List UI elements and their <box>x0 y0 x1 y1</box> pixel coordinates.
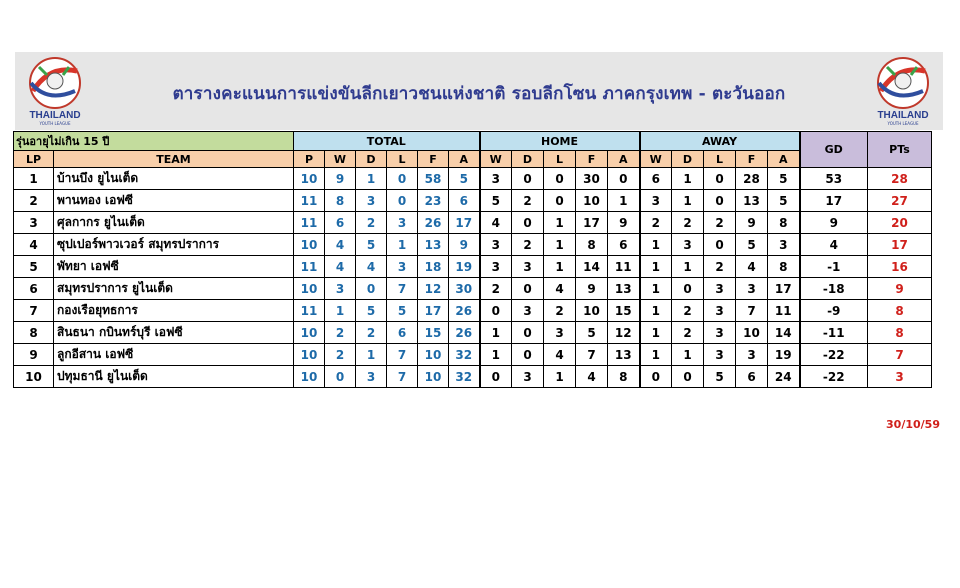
logo-subtext: YOUTH LEAGUE <box>887 121 919 126</box>
team-name-cell: บ้านบึง ยูไนเต็ด <box>54 168 294 190</box>
logo-subtext: YOUTH LEAGUE <box>39 121 71 126</box>
total-stat-cell: 15 <box>418 322 449 344</box>
total-stat-cell: 1 <box>387 234 418 256</box>
home-stat-cell: 1 <box>544 234 576 256</box>
total-stat-cell: 10 <box>294 344 325 366</box>
away-stat-cell: 17 <box>768 278 800 300</box>
total-stat-cell: 9 <box>449 234 480 256</box>
goal-difference-cell: -11 <box>800 322 868 344</box>
total-w-header: W <box>325 151 356 168</box>
home-stat-cell: 1 <box>608 190 640 212</box>
standings-table <box>13 131 932 388</box>
total-stat-cell: 7 <box>387 344 418 366</box>
home-stat-cell: 0 <box>480 366 512 388</box>
soccer-ball-icon <box>19 55 91 111</box>
home-stat-cell: 3 <box>512 256 544 278</box>
away-stat-cell: 3 <box>704 322 736 344</box>
total-stat-cell: 10 <box>294 278 325 300</box>
lp-column-header: LP <box>14 151 54 168</box>
home-stat-cell: 3 <box>480 256 512 278</box>
points-cell: 8 <box>868 300 932 322</box>
total-p-header: P <box>294 151 325 168</box>
total-d-header: D <box>356 151 387 168</box>
home-stat-cell: 0 <box>512 212 544 234</box>
away-stat-cell: 8 <box>768 256 800 278</box>
home-stat-cell: 8 <box>576 234 608 256</box>
home-d-header: D <box>512 151 544 168</box>
age-group-label: รุ่นอายุไม่เกิน 15 ปี <box>14 132 294 151</box>
total-stat-cell: 0 <box>387 190 418 212</box>
table-row <box>14 344 932 366</box>
away-stat-cell: 1 <box>640 278 672 300</box>
table-row <box>14 190 932 212</box>
total-f-header: F <box>418 151 449 168</box>
home-a-header: A <box>608 151 640 168</box>
away-stat-cell: 1 <box>640 300 672 322</box>
team-name-cell: ซุปเปอร์พาวเวอร์ สมุทรปราการ <box>54 234 294 256</box>
home-header: HOME <box>480 132 640 151</box>
total-stat-cell: 5 <box>387 300 418 322</box>
home-stat-cell: 3 <box>512 300 544 322</box>
away-stat-cell: 1 <box>640 322 672 344</box>
away-stat-cell: 1 <box>672 168 704 190</box>
home-stat-cell: 3 <box>480 168 512 190</box>
total-stat-cell: 11 <box>294 190 325 212</box>
thailand-youth-league-logo-left <box>19 55 91 127</box>
position-cell: 4 <box>14 234 54 256</box>
logo-text: THAILAND <box>877 110 929 121</box>
goal-difference-cell: 17 <box>800 190 868 212</box>
total-stat-cell: 0 <box>356 278 387 300</box>
home-stat-cell: 1 <box>544 212 576 234</box>
table-row <box>14 366 932 388</box>
total-stat-cell: 30 <box>449 278 480 300</box>
away-stat-cell: 5 <box>704 366 736 388</box>
away-stat-cell: 3 <box>704 344 736 366</box>
away-l-header: L <box>704 151 736 168</box>
total-stat-cell: 12 <box>418 278 449 300</box>
away-stat-cell: 5 <box>768 168 800 190</box>
away-stat-cell: 1 <box>672 190 704 212</box>
points-cell: 20 <box>868 212 932 234</box>
position-cell: 7 <box>14 300 54 322</box>
total-stat-cell: 10 <box>294 322 325 344</box>
total-stat-cell: 7 <box>387 366 418 388</box>
home-stat-cell: 0 <box>544 190 576 212</box>
away-w-header: W <box>640 151 672 168</box>
points-cell: 27 <box>868 190 932 212</box>
home-stat-cell: 30 <box>576 168 608 190</box>
team-name-cell: กองเรือยุทธการ <box>54 300 294 322</box>
goal-difference-cell: 9 <box>800 212 868 234</box>
home-stat-cell: 0 <box>480 300 512 322</box>
away-stat-cell: 8 <box>768 212 800 234</box>
total-stat-cell: 32 <box>449 366 480 388</box>
away-f-header: F <box>736 151 768 168</box>
home-l-header: L <box>544 151 576 168</box>
total-stat-cell: 6 <box>387 322 418 344</box>
away-stat-cell: 2 <box>704 212 736 234</box>
home-stat-cell: 2 <box>512 234 544 256</box>
total-stat-cell: 3 <box>325 278 356 300</box>
points-cell: 7 <box>868 344 932 366</box>
points-cell: 16 <box>868 256 932 278</box>
total-stat-cell: 10 <box>294 168 325 190</box>
position-cell: 9 <box>14 344 54 366</box>
total-stat-cell: 6 <box>325 212 356 234</box>
goal-difference-cell: -22 <box>800 366 868 388</box>
total-header: TOTAL <box>294 132 480 151</box>
total-stat-cell: 2 <box>325 322 356 344</box>
goal-difference-cell: -9 <box>800 300 868 322</box>
home-stat-cell: 0 <box>512 344 544 366</box>
logo-text: THAILAND <box>29 110 81 121</box>
home-stat-cell: 3 <box>512 366 544 388</box>
away-stat-cell: 2 <box>640 212 672 234</box>
total-stat-cell: 26 <box>449 300 480 322</box>
home-stat-cell: 7 <box>576 344 608 366</box>
away-stat-cell: 2 <box>672 212 704 234</box>
away-stat-cell: 1 <box>640 344 672 366</box>
home-stat-cell: 6 <box>608 234 640 256</box>
total-stat-cell: 2 <box>356 322 387 344</box>
away-stat-cell: 2 <box>672 322 704 344</box>
soccer-ball-icon <box>867 55 939 111</box>
total-stat-cell: 2 <box>356 212 387 234</box>
away-stat-cell: 3 <box>704 278 736 300</box>
goal-difference-cell: -22 <box>800 344 868 366</box>
away-stat-cell: 3 <box>736 278 768 300</box>
home-stat-cell: 14 <box>576 256 608 278</box>
away-stat-cell: 0 <box>704 190 736 212</box>
total-stat-cell: 32 <box>449 344 480 366</box>
header-banner <box>15 52 943 130</box>
position-cell: 1 <box>14 168 54 190</box>
points-cell: 3 <box>868 366 932 388</box>
home-stat-cell: 17 <box>576 212 608 234</box>
total-stat-cell: 26 <box>449 322 480 344</box>
away-stat-cell: 5 <box>768 190 800 212</box>
team-name-cell: ศุลกากร ยูไนเต็ด <box>54 212 294 234</box>
home-stat-cell: 13 <box>608 344 640 366</box>
home-stat-cell: 2 <box>480 278 512 300</box>
away-stat-cell: 13 <box>736 190 768 212</box>
total-stat-cell: 11 <box>294 212 325 234</box>
total-stat-cell: 4 <box>356 256 387 278</box>
away-stat-cell: 1 <box>672 256 704 278</box>
points-cell: 9 <box>868 278 932 300</box>
home-stat-cell: 4 <box>576 366 608 388</box>
home-stat-cell: 1 <box>480 322 512 344</box>
thailand-youth-league-logo-right <box>867 55 939 127</box>
total-stat-cell: 9 <box>325 168 356 190</box>
total-stat-cell: 23 <box>418 190 449 212</box>
away-stat-cell: 0 <box>672 366 704 388</box>
home-stat-cell: 0 <box>512 278 544 300</box>
total-stat-cell: 3 <box>387 256 418 278</box>
away-stat-cell: 7 <box>736 300 768 322</box>
table-row <box>14 300 932 322</box>
home-stat-cell: 3 <box>480 234 512 256</box>
total-stat-cell: 17 <box>449 212 480 234</box>
position-cell: 3 <box>14 212 54 234</box>
total-stat-cell: 1 <box>356 344 387 366</box>
home-f-header: F <box>576 151 608 168</box>
away-stat-cell: 1 <box>640 256 672 278</box>
total-stat-cell: 58 <box>418 168 449 190</box>
home-stat-cell: 5 <box>576 322 608 344</box>
table-row <box>14 234 932 256</box>
home-stat-cell: 4 <box>544 278 576 300</box>
away-stat-cell: 3 <box>736 344 768 366</box>
total-stat-cell: 18 <box>418 256 449 278</box>
home-stat-cell: 10 <box>576 190 608 212</box>
home-stat-cell: 4 <box>544 344 576 366</box>
team-name-cell: สมุทรปราการ ยูไนเต็ด <box>54 278 294 300</box>
points-cell: 8 <box>868 322 932 344</box>
total-stat-cell: 10 <box>418 344 449 366</box>
total-stat-cell: 4 <box>325 234 356 256</box>
home-stat-cell: 2 <box>512 190 544 212</box>
total-stat-cell: 3 <box>356 366 387 388</box>
home-stat-cell: 2 <box>544 300 576 322</box>
total-stat-cell: 1 <box>325 300 356 322</box>
team-column-header: TEAM <box>54 151 294 168</box>
home-stat-cell: 4 <box>480 212 512 234</box>
home-stat-cell: 9 <box>576 278 608 300</box>
home-stat-cell: 0 <box>512 168 544 190</box>
away-stat-cell: 3 <box>768 234 800 256</box>
away-stat-cell: 3 <box>640 190 672 212</box>
home-stat-cell: 8 <box>608 366 640 388</box>
total-stat-cell: 2 <box>325 344 356 366</box>
table-row <box>14 322 932 344</box>
home-stat-cell: 12 <box>608 322 640 344</box>
total-stat-cell: 0 <box>325 366 356 388</box>
goal-difference-cell: 4 <box>800 234 868 256</box>
home-stat-cell: 0 <box>512 322 544 344</box>
away-stat-cell: 3 <box>672 234 704 256</box>
page-title: ตารางคะแนนการแข่งขันลีกเยาวชนแห่งชาติ รอบลีกโซน ภาคกรุงเทพ - ตะวันออก <box>172 84 786 104</box>
update-date: 30/10/59 <box>886 418 940 431</box>
total-stat-cell: 10 <box>418 366 449 388</box>
away-stat-cell: 19 <box>768 344 800 366</box>
away-stat-cell: 14 <box>768 322 800 344</box>
position-cell: 2 <box>14 190 54 212</box>
home-stat-cell: 9 <box>608 212 640 234</box>
home-stat-cell: 13 <box>608 278 640 300</box>
total-stat-cell: 7 <box>387 278 418 300</box>
total-stat-cell: 10 <box>294 366 325 388</box>
away-stat-cell: 4 <box>736 256 768 278</box>
total-stat-cell: 13 <box>418 234 449 256</box>
team-name-cell: พานทอง เอฟซี <box>54 190 294 212</box>
team-name-cell: สินธนา กบินทร์บุรี เอฟซี <box>54 322 294 344</box>
total-stat-cell: 11 <box>294 256 325 278</box>
total-stat-cell: 8 <box>325 190 356 212</box>
away-stat-cell: 11 <box>768 300 800 322</box>
home-stat-cell: 15 <box>608 300 640 322</box>
total-stat-cell: 5 <box>449 168 480 190</box>
position-cell: 10 <box>14 366 54 388</box>
away-stat-cell: 10 <box>736 322 768 344</box>
total-l-header: L <box>387 151 418 168</box>
away-stat-cell: 2 <box>672 300 704 322</box>
gd-header: GD <box>800 132 868 168</box>
home-stat-cell: 10 <box>576 300 608 322</box>
table-row <box>14 278 932 300</box>
total-stat-cell: 3 <box>356 190 387 212</box>
home-stat-cell: 0 <box>544 168 576 190</box>
away-stat-cell: 1 <box>640 234 672 256</box>
goal-difference-cell: -18 <box>800 278 868 300</box>
away-stat-cell: 3 <box>704 300 736 322</box>
total-stat-cell: 11 <box>294 300 325 322</box>
away-d-header: D <box>672 151 704 168</box>
home-stat-cell: 1 <box>480 344 512 366</box>
total-stat-cell: 0 <box>387 168 418 190</box>
total-stat-cell: 10 <box>294 234 325 256</box>
table-row <box>14 256 932 278</box>
total-stat-cell: 17 <box>418 300 449 322</box>
total-stat-cell: 4 <box>325 256 356 278</box>
away-stat-cell: 6 <box>736 366 768 388</box>
total-stat-cell: 6 <box>449 190 480 212</box>
home-stat-cell: 1 <box>544 366 576 388</box>
total-stat-cell: 3 <box>387 212 418 234</box>
home-stat-cell: 5 <box>480 190 512 212</box>
goal-difference-cell: 53 <box>800 168 868 190</box>
away-stat-cell: 2 <box>704 256 736 278</box>
pts-header: PTs <box>868 132 932 168</box>
total-stat-cell: 26 <box>418 212 449 234</box>
team-name-cell: พัทยา เอฟซี <box>54 256 294 278</box>
position-cell: 8 <box>14 322 54 344</box>
table-row <box>14 212 932 234</box>
away-a-header: A <box>768 151 800 168</box>
away-stat-cell: 5 <box>736 234 768 256</box>
away-stat-cell: 1 <box>672 344 704 366</box>
table-row <box>14 168 932 190</box>
away-stat-cell: 0 <box>704 168 736 190</box>
goal-difference-cell: -1 <box>800 256 868 278</box>
total-stat-cell: 19 <box>449 256 480 278</box>
away-stat-cell: 0 <box>640 366 672 388</box>
away-stat-cell: 24 <box>768 366 800 388</box>
home-stat-cell: 1 <box>544 256 576 278</box>
total-stat-cell: 5 <box>356 300 387 322</box>
points-cell: 28 <box>868 168 932 190</box>
home-stat-cell: 3 <box>544 322 576 344</box>
team-name-cell: ลูกอีสาน เอฟซี <box>54 344 294 366</box>
away-stat-cell: 0 <box>672 278 704 300</box>
home-stat-cell: 11 <box>608 256 640 278</box>
away-stat-cell: 9 <box>736 212 768 234</box>
team-name-cell: ปทุมธานี ยูไนเต็ด <box>54 366 294 388</box>
away-stat-cell: 28 <box>736 168 768 190</box>
total-stat-cell: 5 <box>356 234 387 256</box>
position-cell: 6 <box>14 278 54 300</box>
home-stat-cell: 0 <box>608 168 640 190</box>
total-a-header: A <box>449 151 480 168</box>
away-header: AWAY <box>640 132 800 151</box>
away-stat-cell: 6 <box>640 168 672 190</box>
home-w-header: W <box>480 151 512 168</box>
points-cell: 17 <box>868 234 932 256</box>
away-stat-cell: 0 <box>704 234 736 256</box>
position-cell: 5 <box>14 256 54 278</box>
total-stat-cell: 1 <box>356 168 387 190</box>
